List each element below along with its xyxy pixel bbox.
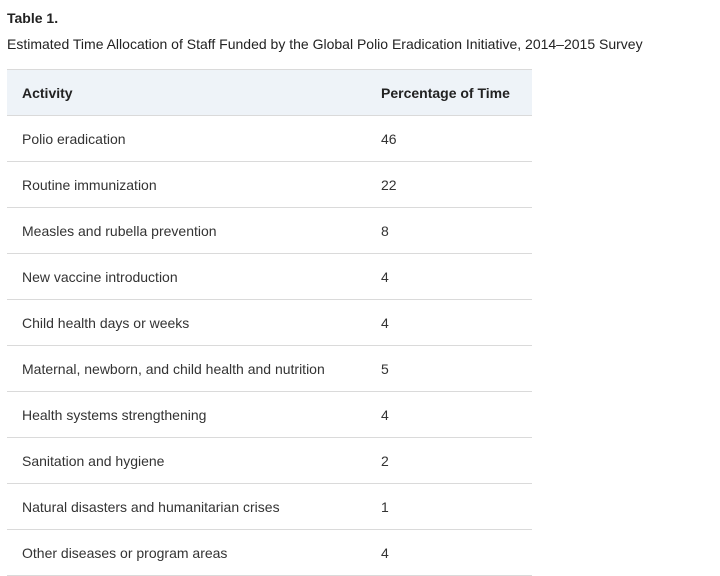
activity-cell: Polio eradication (7, 116, 366, 162)
table-body (7, 116, 532, 576)
activity-cell: Sanitation and hygiene (7, 438, 366, 484)
activity-cell: Measles and rubella prevention (7, 208, 366, 254)
percentage-cell: 22 (366, 162, 532, 208)
percentage-cell: 4 (366, 392, 532, 438)
percentage-cell: 2 (366, 438, 532, 484)
table-label: Table 1. (7, 10, 59, 26)
table-row (7, 438, 532, 484)
percentage-cell: 1 (366, 484, 532, 530)
table-row (7, 254, 532, 300)
activity-cell: New vaccine introduction (7, 254, 366, 300)
header-activity: Activity (7, 70, 366, 116)
table-row (7, 346, 532, 392)
percentage-cell: 4 (366, 300, 532, 346)
activity-cell: Routine immunization (7, 162, 366, 208)
activity-cell: Natural disasters and humanitarian crises (7, 484, 366, 530)
percentage-cell: 8 (366, 208, 532, 254)
percentage-cell: 4 (366, 530, 532, 576)
table-header (7, 70, 532, 116)
percentage-cell: 46 (366, 116, 532, 162)
header-row (7, 70, 532, 116)
table-row (7, 530, 532, 576)
activity-cell: Other diseases or program areas (7, 530, 366, 576)
activity-cell: Child health days or weeks (7, 300, 366, 346)
table-row (7, 208, 532, 254)
table-row (7, 392, 532, 438)
percentage-cell: 4 (366, 254, 532, 300)
data-table (7, 69, 532, 576)
activity-cell: Health systems strengthening (7, 392, 366, 438)
table-row (7, 300, 532, 346)
table-row (7, 162, 532, 208)
percentage-cell: 5 (366, 346, 532, 392)
table-row (7, 484, 532, 530)
table-caption: Estimated Time Allocation of Staff Funded by the Global Polio Eradication Initiative, 2014–2015 Survey (7, 36, 643, 52)
activity-cell: Maternal, newborn, and child health and nutrition (7, 346, 366, 392)
table-row (7, 116, 532, 162)
header-percentage: Percentage of Time (366, 70, 532, 116)
